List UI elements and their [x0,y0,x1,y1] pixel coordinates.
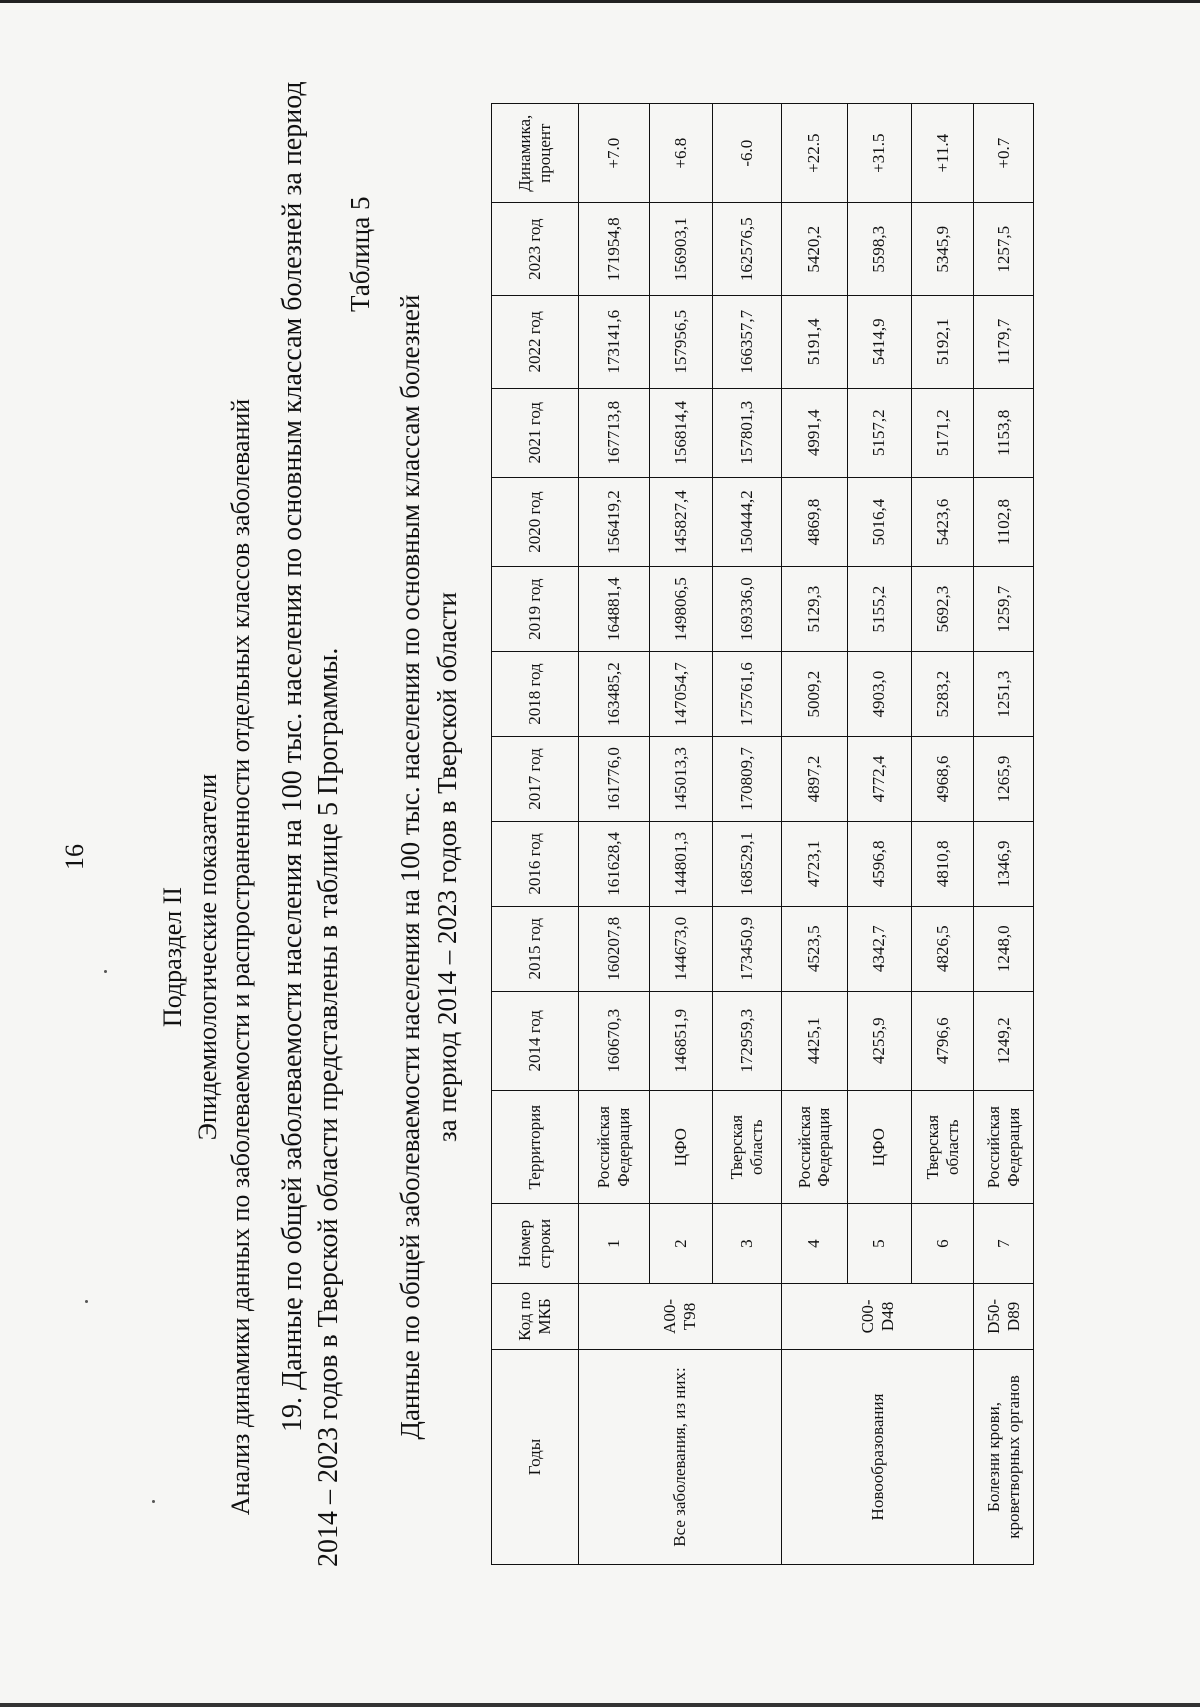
icd-code-all: А00-Т98 [579,1283,782,1349]
value-2016: 1346,9 [974,821,1034,906]
table-title-line-2: за период 2014 – 2023 годов в Тверской области [432,592,462,1143]
value-2014: 172959,3 [713,991,781,1090]
value-2014: 4255,9 [847,991,911,1090]
header-2014: 2014 год [492,991,579,1090]
value-2015: 144673,0 [649,906,713,991]
header-2020: 2020 год [492,477,579,566]
value-2020: 150444,2 [713,477,781,566]
value-2021: 5157,2 [847,388,911,477]
value-2018: 175761,6 [713,652,781,737]
table-title-line-1: Данные по общей заболеваемости населения на 100 тыс. населения по основным классам болезней [395,294,425,1440]
value-2023: 1257,5 [974,203,1034,296]
value-2014: 146851,9 [649,991,713,1090]
value-2017: 1265,9 [974,737,1034,822]
dynamics-value: +7.0 [579,104,650,203]
header-2019: 2019 год [492,567,579,652]
row-number: 1 [579,1204,650,1283]
paragraph-line-1: 19. Данные по общей заболеваемости населения на 100 тыс. населения по основным классам болезней за период [277,81,308,1432]
value-2021: 4991,4 [781,388,847,477]
value-2019: 149806,5 [649,567,713,652]
dynamics-value: +0.7 [974,104,1034,203]
value-2019: 169336,0 [713,567,781,652]
table-row [974,104,1034,1565]
value-2015: 173450,9 [713,906,781,991]
row-number: 6 [911,1204,974,1283]
value-2018: 5009,2 [781,652,847,737]
value-2016: 4723,1 [781,821,847,906]
value-2017: 170809,7 [713,737,781,822]
value-2021: 5171,2 [911,388,974,477]
value-2016: 144801,3 [649,821,713,906]
value-2019: 1259,7 [974,567,1034,652]
icd-code-blood: D50-D89 [974,1283,1034,1349]
header-row-number: Номер строки [492,1204,579,1283]
header-icd-code: Код по МКБ [492,1283,579,1349]
table-row [579,104,650,1565]
value-2023: 162576,5 [713,203,781,296]
value-2020: 1102,8 [974,477,1034,566]
value-2016: 4810,8 [911,821,974,906]
value-2019: 5155,2 [847,567,911,652]
value-2020: 156419,2 [579,477,650,566]
icd-code-neoplasms: С00-D48 [781,1283,974,1349]
value-2018: 4903,0 [847,652,911,737]
value-2015: 4523,5 [781,906,847,991]
table-header-row [492,104,579,1565]
value-2014: 1249,2 [974,991,1034,1090]
value-2020: 145827,4 [649,477,713,566]
value-2017: 4772,4 [847,737,911,822]
value-2016: 161628,4 [579,821,650,906]
row-number: 7 [974,1204,1034,1283]
disease-group-blood: Болезни крови, кроветворных органов [974,1350,1034,1565]
header-2023: 2023 год [492,203,579,296]
dynamics-value: +11.4 [911,104,974,203]
territory-cell: Российская Федерация [579,1090,650,1204]
value-2015: 4826,5 [911,906,974,991]
header-years: Годы [492,1350,579,1565]
value-2019: 5129,3 [781,567,847,652]
value-2021: 157801,3 [713,388,781,477]
page-number: 16 [60,844,89,870]
value-2017: 145013,3 [649,737,713,822]
value-2022: 5414,9 [847,295,911,388]
header-territory: Территория [492,1090,579,1204]
header-2018: 2018 год [492,652,579,737]
row-number: 5 [847,1204,911,1283]
value-2015: 160207,8 [579,906,650,991]
row-number: 2 [649,1204,713,1283]
value-2017: 4968,6 [911,737,974,822]
header-2015: 2015 год [492,906,579,991]
value-2018: 1251,3 [974,652,1034,737]
value-2023: 5598,3 [847,203,911,296]
territory-cell: Тверская область [713,1090,781,1204]
territory-cell: Тверская область [911,1090,974,1204]
analysis-title: Анализ динамики данных по заболеваемости и распространенности отдельных классов заболеваний [226,398,255,1516]
dynamics-value: +22.5 [781,104,847,203]
dynamics-value: +6.8 [649,104,713,203]
value-2023: 5420,2 [781,203,847,296]
value-2023: 171954,8 [579,203,650,296]
header-2022: 2022 год [492,295,579,388]
paragraph-line-2: 2014 – 2023 годов в Тверской области представлены в таблице 5 Программы. [313,647,344,1567]
value-2017: 4897,2 [781,737,847,822]
section-title: Эпидемиологические показатели [193,773,222,1141]
value-2018: 147054,7 [649,652,713,737]
disease-group-all: Все заболевания, из них: [579,1350,782,1565]
value-2021: 167713,8 [579,388,650,477]
subsection-heading: Подраздел II [158,886,187,1028]
value-2023: 156903,1 [649,203,713,296]
value-2022: 173141,6 [579,295,650,388]
table-number: Таблица 5 [345,196,375,312]
territory-cell: ЦФО [847,1090,911,1204]
row-number: 4 [781,1204,847,1283]
value-2014: 160670,3 [579,991,650,1090]
value-2022: 5192,1 [911,295,974,388]
value-2019: 164881,4 [579,567,650,652]
value-2014: 4425,1 [781,991,847,1090]
value-2022: 166357,7 [713,295,781,388]
value-2022: 157956,5 [649,295,713,388]
data-table [491,103,1034,1565]
territory-cell: ЦФО [649,1090,713,1204]
value-2018: 163485,2 [579,652,650,737]
value-2021: 156814,4 [649,388,713,477]
header-2017: 2017 год [492,737,579,822]
value-2014: 4796,6 [911,991,974,1090]
territory-cell: Российская Федерация [781,1090,847,1204]
value-2016: 168529,1 [713,821,781,906]
value-2015: 4342,7 [847,906,911,991]
dynamics-value: +31.5 [847,104,911,203]
row-number: 3 [713,1204,781,1283]
value-2020: 4869,8 [781,477,847,566]
value-2015: 1248,0 [974,906,1034,991]
header-dynamics: Динамика, процент [492,104,579,203]
value-2020: 5423,6 [911,477,974,566]
value-2018: 5283,2 [911,652,974,737]
value-2022: 1179,7 [974,295,1034,388]
value-2022: 5191,4 [781,295,847,388]
value-2020: 5016,4 [847,477,911,566]
value-2017: 161776,0 [579,737,650,822]
dynamics-value: -6.0 [713,104,781,203]
value-2023: 5345,9 [911,203,974,296]
disease-group-neoplasms: Новообразования [781,1350,974,1565]
value-2021: 1153,8 [974,388,1034,477]
table-row [781,104,847,1565]
value-2019: 5692,3 [911,567,974,652]
header-2021: 2021 год [492,388,579,477]
territory-cell: Российская Федерация [974,1090,1034,1204]
value-2016: 4596,8 [847,821,911,906]
header-2016: 2016 год [492,821,579,906]
